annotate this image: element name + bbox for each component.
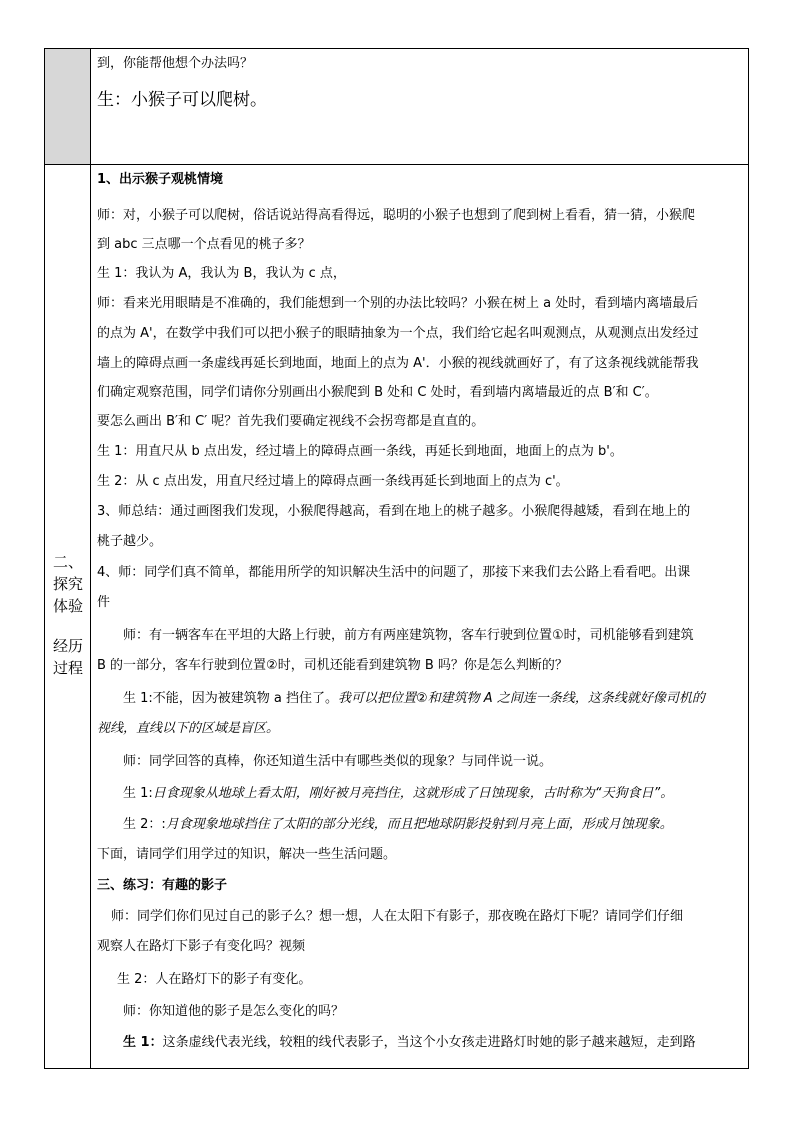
content-line-19: 视线，直线以下的区域是盲区。	[97, 721, 280, 736]
content-line-1: 1、出示猴子观桃情境	[97, 172, 224, 187]
section-label-line-3: 体验	[52, 597, 83, 615]
content-line-21-prefix: 生 1:	[123, 786, 153, 801]
content-line-24: 三、练习：有趣的影子	[97, 878, 228, 893]
section-label-line-1: 二、	[52, 553, 83, 571]
row1-label-cell	[45, 49, 91, 164]
row2-label-cell	[45, 165, 91, 1068]
table-row-2	[45, 165, 748, 1068]
content-line-4: 生 1：我认为 A，我认为 B，我认为 c 点，	[97, 266, 346, 281]
content-line-11: 生 2：从 c 点出发，用直尺经过墙上的障碍点画一条线再延长到地面上的点为 c'。	[97, 474, 569, 489]
content-line-29	[123, 1034, 696, 1052]
content-line-23: 下面，请同学们用学过的知识，解决一些生活问题。	[97, 847, 397, 862]
content-line-13: 桃子越少。	[97, 534, 163, 549]
lesson-plan-table	[44, 48, 749, 1069]
content-line-29-prefix: 生 1：	[123, 1035, 163, 1050]
content-line-25: 师：同学们你们见过自己的影子么？想一想，人在太阳下有影子，那夜晚在路灯下呢？请同学们仔细	[111, 909, 684, 924]
content-line-3: 到 abc 三点哪一个点看见的桃子多？	[97, 237, 311, 252]
content-line-8: 们确定观察范围，同学们请你分别画出小猴爬到 B 处和 C 处时，看到墙内离墙最近的点 B′和 C′。	[97, 385, 658, 400]
content-line-10: 生 1：用直尺从 b 点出发，经过墙上的障碍点画一条线，再延长到地面，地面上的点为 b'。	[97, 444, 623, 459]
content-line-28: 师：你知道他的影子是怎么变化的吗？	[123, 1004, 345, 1019]
content-line-21	[123, 785, 673, 803]
content-line-15: 件	[97, 595, 111, 610]
content-line-18-italic: 我可以把位置②和建筑物 A 之间连一条线，这条线就好像司机的	[338, 691, 705, 706]
content-line-18-answer: 生 1:不能，因为被建筑物 a 挡住了。	[123, 691, 339, 706]
content-line-12: 3、师总结：通过画图我们发现，小猴爬得越高，看到在地上的桃子越多。小猴爬得越矮，看到在地上的	[97, 504, 691, 519]
section-label-line-2: 探究	[52, 575, 83, 593]
content-line-14: 4、师：同学们真不简单，都能用所学的知识解决生活中的问题了，那接下来我们去公路上看看吧。出课	[97, 565, 691, 580]
content-line-6: 的点为 A'，在数学中我们可以把小猴子的眼睛抽象为一个点，我们给它起名叫观测点，从观测点出发经过	[97, 326, 699, 341]
content-line-5: 师：看来光用眼睛是不准确的，我们能想到一个别的办法比较吗？小猴在树上 a 处时，看到墙内离墙最后	[97, 296, 699, 311]
row1-line-1: 到，你能帮他想个办法吗？	[97, 56, 254, 71]
content-line-22-prefix: 生 2：:	[123, 817, 166, 832]
section-label-line-5: 过程	[52, 659, 83, 677]
section-label-line-4: 经历	[52, 637, 83, 655]
content-line-7: 墙上的障碍点画一条虚线再延长到地面，地面上的点为 A'．小猴的视线就画好了，有了这条视线就能帮我	[97, 356, 699, 371]
content-line-26: 观察人在路灯下影子有变化吗？视频	[97, 939, 306, 954]
content-line-18	[123, 690, 705, 708]
content-line-29-text: 这条虚线代表光线，较粗的线代表影子，当这个小女孩走进路灯时她的影子越来越短，走到路	[162, 1035, 696, 1050]
content-line-2: 师：对，小猴子可以爬树，俗话说站得高看得远，聪明的小猴子也想到了爬到树上看看，猜一猜，小猴爬	[97, 208, 696, 223]
content-line-22	[123, 816, 673, 834]
content-line-22-italic: 月食现象地球挡住了太阳的部分光线，而且把地球阴影投射到月亮上面，形成月蚀现象。	[165, 817, 673, 832]
content-line-27: 生 2：人在路灯下的影子有变化。	[117, 972, 312, 987]
table-row-1	[45, 49, 748, 165]
content-line-21-italic: 日食现象从地球上看太阳，刚好被月亮挡住，这就形成了日蚀现象，古时称为“天狗食日”。	[152, 786, 674, 801]
row1-line-2: 生：小猴子可以爬树。	[97, 90, 267, 110]
content-line-17: B 的一部分，客车行驶到位置②时，司机还能看到建筑物 B 吗？你是怎么判断的？	[97, 658, 568, 673]
content-line-20: 师：同学回答的真棒，你还知道生活中有哪些类似的现象？与同伴说一说。	[123, 754, 553, 769]
content-line-16: 师：有一辆客车在平坦的大路上行驶，前方有两座建筑物，客车行驶到位置①时，司机能够看到建筑	[123, 628, 694, 643]
content-line-9: 要怎么画出 B′和 C′ 呢？首先我们要确定视线不会拐弯都是直直的。	[97, 414, 485, 429]
